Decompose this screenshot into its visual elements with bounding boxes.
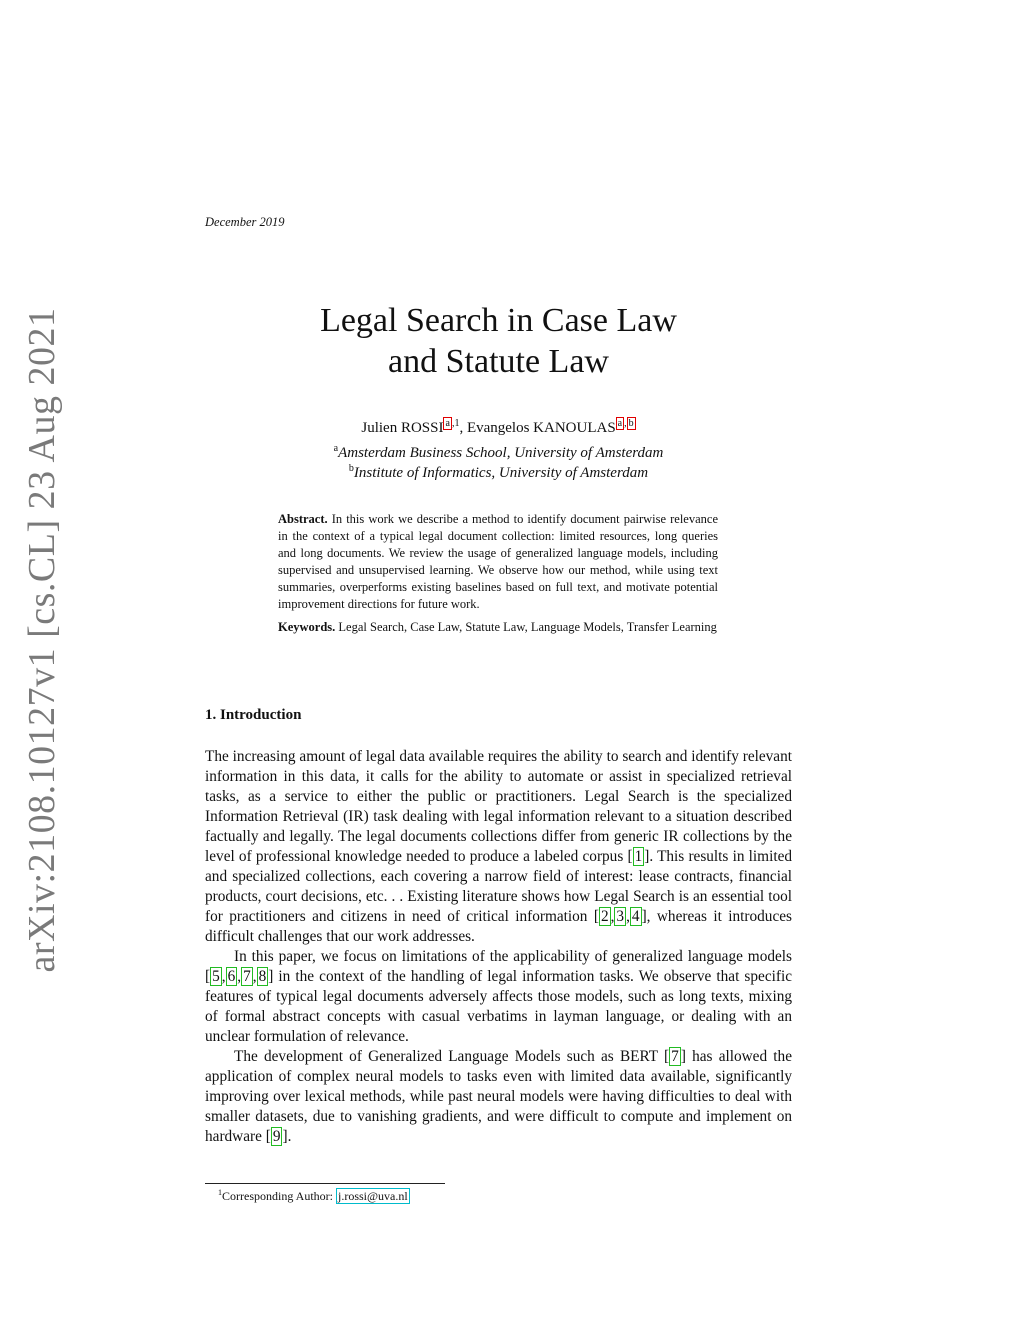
affiliation-link-a[interactable]: a bbox=[445, 418, 450, 429]
affiliation-link-a[interactable]: a bbox=[617, 418, 623, 429]
abstract-block bbox=[278, 511, 718, 642]
abstract-text: In this work we describe a method to identify document pairwise relevance in the context of a typical legal document collection: limited resources, long queries and long documents. We review the usage of generalized language models, including supervised and unsupervised learning. We observe how our method, while using text summaries, overperforms existing baselines based on full text, and motivate potential improvement directions for future work. bbox=[278, 512, 719, 611]
citation-link[interactable]: 5 bbox=[212, 968, 220, 985]
citation-link[interactable]: 8 bbox=[258, 968, 267, 985]
arxiv-stamp: arXiv:2108.10127v1 [cs.CL] 23 Aug 2021 bbox=[21, 307, 63, 973]
citation-link[interactable]: 3 bbox=[616, 908, 625, 925]
paragraph-1: The increasing amount of legal data available requires the ability to search and identify relevant information in this data, it calls for the ability to automate or assist in specialized retrieval tasks, as a service to either the public or practitioners. Legal Search is the specialized Information Retrieval (IR) task dealing with legal information relevant to a situation described factually and legally. The legal documents collections differ from generic IR collections by the level of professional knowledge needed to produce a labeled corpus [ 1 ]. This results in limited and specialized collections, each covering a narrow field of interest: lease contracts, financial products, court decisions, etc. . . Existing literature shows how Legal Search is an essential tool for practitioners and citizens in need of critical information [ 2 , 3 , 4 ], whereas it introduces difficult challenges that our work addresses. bbox=[205, 748, 793, 945]
body-text bbox=[205, 747, 792, 1147]
section-heading: 1. Introduction bbox=[205, 707, 302, 723]
abstract bbox=[278, 511, 718, 613]
email-link[interactable]: j.rossi@uva.nl bbox=[338, 1189, 408, 1203]
paragraph-3: The development of Generalized Language Models such as BERT [ 7 ] has allowed the application of complex neural models to tasks even with limited data available, significantly improving over lexical methods, while past neural models were having difficulties to deal with smaller datasets, due to vanishing gradients, and were difficult to compute and implement on hardware [ 9 ]. bbox=[205, 1048, 792, 1145]
affiliation-b: $^b$Institute of Informatics, University of Amsterdam bbox=[348, 463, 649, 481]
citation-link[interactable]: 6 bbox=[227, 968, 236, 985]
affiliation-a: $^a$Amsterdam Business School, University of Amsterdam bbox=[333, 443, 664, 461]
citation-link[interactable]: 7 bbox=[243, 968, 251, 985]
author-1: Julien ROSSI bbox=[361, 420, 444, 436]
citation-link[interactable]: 9 bbox=[272, 1128, 281, 1145]
title-line-2: and Statute Law bbox=[388, 343, 609, 380]
keywords bbox=[278, 619, 718, 636]
title-line-1: Legal Search in Case Law bbox=[320, 302, 677, 339]
affiliation-link-b[interactable]: b bbox=[628, 418, 634, 429]
author-separator: , bbox=[459, 420, 467, 436]
abstract-label: Abstract. bbox=[278, 512, 328, 526]
paper-date: December 2019 bbox=[205, 215, 285, 229]
author-2: Evangelos KANOULAS bbox=[466, 420, 616, 436]
footnote-mark[interactable]: 1 bbox=[454, 418, 460, 429]
paper-title bbox=[205, 300, 792, 382]
citation-link[interactable]: 1 bbox=[634, 848, 643, 865]
citation-link[interactable]: 7 bbox=[671, 1048, 679, 1065]
citation-link[interactable]: 4 bbox=[631, 908, 640, 925]
author-list: Julien ROSSI $^{a ,1}$, Evangelos KANOULAS $^{a , b}$ bbox=[361, 418, 634, 436]
footnote-rule bbox=[205, 1183, 445, 1184]
paragraph-2: In this paper, we focus on limitations of the applicability of generalized language models [ 5 , 6 , 7 , 8 ] in the context of the handling of legal information tasks. We observe that specific features of typical legal documents adversely affects those models, such as long texts, mixing of formal abstract concepts with casual verbatims in layman language, or dealing with an unclear formulation of relevance. bbox=[205, 948, 792, 1045]
keywords-text: Legal Search, Case Law, Statute Law, Language Models, Transfer Learning bbox=[338, 620, 717, 634]
citation-link[interactable]: 2 bbox=[600, 908, 609, 925]
footnote: $^1$Corresponding Author: j.rossi@uva.nl bbox=[218, 1188, 408, 1203]
keywords-label: Keywords. bbox=[278, 620, 336, 634]
